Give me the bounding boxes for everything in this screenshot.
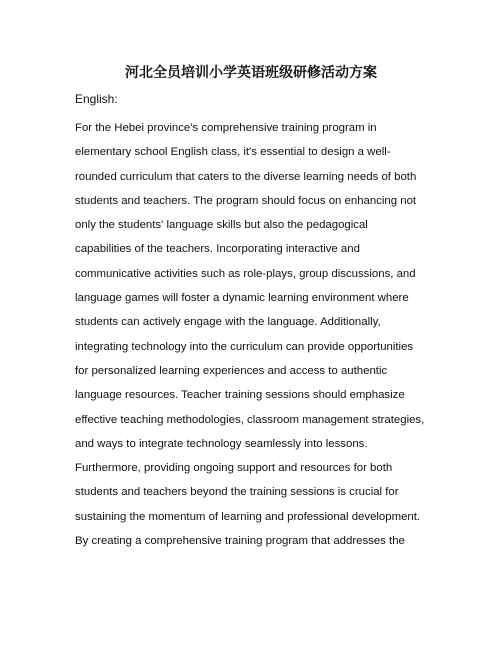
paragraph-line: language resources. Teacher training sessions should emphasize xyxy=(75,389,405,402)
paragraph-line: effective teaching methodologies, classroom management strategies, xyxy=(75,413,425,426)
paragraph-line: for personalized learning experiences and access to authentic xyxy=(75,364,388,377)
paragraph-line: communicative activities such as role-plays, group discussions, and xyxy=(75,267,416,280)
paragraph-line: rounded curriculum that caters to the diverse learning needs of both xyxy=(75,170,417,183)
language-label: English: xyxy=(75,92,118,106)
paragraph-line: For the Hebei province's comprehensive training program in xyxy=(75,122,377,134)
paragraph-line: By creating a comprehensive training program that addresses the xyxy=(75,535,405,548)
paragraph-line: Furthermore, providing ongoing support and resources for both xyxy=(75,462,393,475)
paragraph-line: capabilities of the teachers. Incorporating interactive and xyxy=(75,243,360,256)
paragraph-line: sustaining the momentum of learning and professional development. xyxy=(75,510,421,523)
paragraph-line: and ways to integrate technology seamlessly into lessons. xyxy=(75,437,368,450)
paragraph-line: language games will foster a dynamic learning environment where xyxy=(75,292,409,305)
paragraph-line: students and teachers. The program should focus on enhancing not xyxy=(75,194,417,207)
paragraph-line: students and teachers beyond the training sessions is crucial for xyxy=(75,486,399,499)
body-paragraph xyxy=(75,116,435,553)
paragraph-line: students can actively engage with the language. Additionally, xyxy=(75,316,381,329)
paragraph-line: integrating technology into the curriculum can provide opportunities xyxy=(75,340,414,353)
document-title: 河北全员培训小学英语班级研修活动方案 xyxy=(125,65,377,81)
paragraph-line: elementary school English class, it's essential to design a well- xyxy=(75,146,391,159)
paragraph-line: only the students' language skills but also the pedagogical xyxy=(75,219,368,232)
